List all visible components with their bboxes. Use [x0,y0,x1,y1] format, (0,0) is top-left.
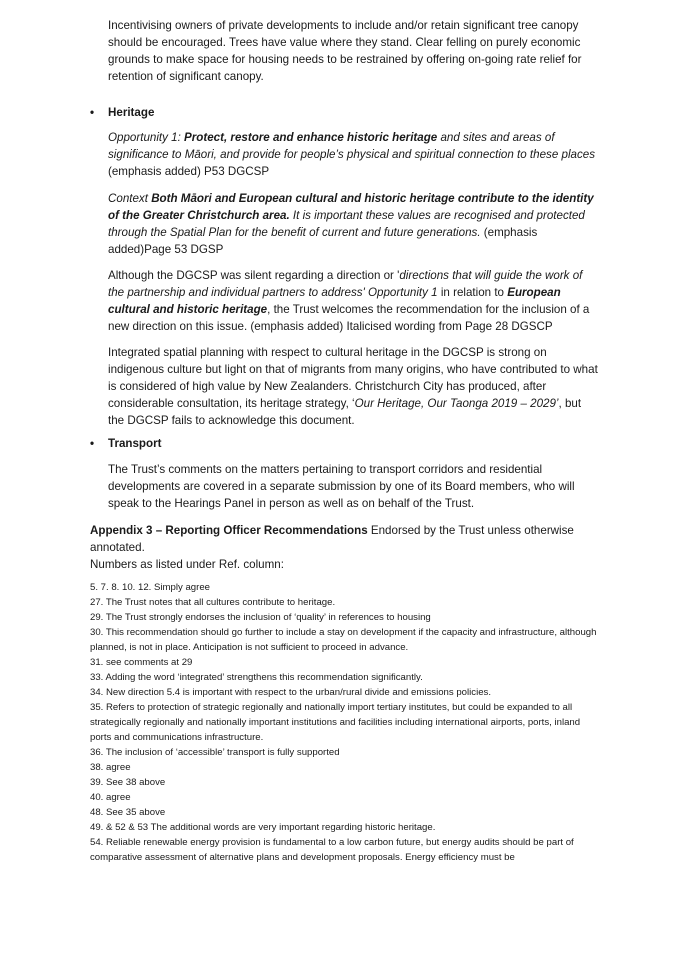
appendix-title: Appendix 3 – Reporting Officer Recommendations Endorsed by the Trust unless otherwise annotated. [90,524,574,554]
heritage-strategy-paragraph: Integrated spatial planning with respect to cultural heritage in the DGCSP is strong on indigenous culture but light on that of migrants from many origins, who have contributed to what is considered of high value by New Zealanders. Christchurch City has produced, after considerable consultation, its heritage strategy, ‘Our Heritage, Our Taonga 2019 – 2029’, but the DGCSP fails to acknowledge this document. [108,346,598,427]
list-item: 38. agree [90,762,131,773]
bullet-icon: • [90,106,95,119]
list-item: 54. Reliable renewable energy provision is fundamental to a low carbon future, but energy audits should be part of comparative assessment of alternative plans and development proposals. Energy efficiency must be [90,837,574,863]
list-item: 48. See 35 above [90,807,166,818]
heritage-opportunity-paragraph: Opportunity 1: Protect, restore and enhance historic heritage and sites and areas of significance to Māori, and provide for people’s physical and spiritual connection to these places (emphasis added) P53 DGCSP [108,131,596,178]
heritage-context-paragraph: Context Both Māori and European cultural and historic heritage contribute to the identity of the Greater Christchurch area. It is important these values are recognised and protected through the Spatial Plan for the benefit of current and future generations. (emphasis added)Page 53 DGSP [108,192,594,256]
intro-paragraph: Incentivising owners of private developments to include and/or retain significant tree canopy should be encouraged. Trees have value where they stand. Clear felling on purely economic grounds to make space for housing needs to be restrained by offering on-going rate relief for retention of significant canopy. [108,19,582,83]
heritage-direction-paragraph: Although the DGCSP was silent regarding a direction or 'directions that will guide the work of the partnership and individual partners to address' Opportunity 1 in relation to European cultural and historic heritage, the Trust welcomes the recommendation for the inclusion of a new direction on this issue. (emphasis added) Italicised wording from Page 28 DGSCP [108,269,590,333]
list-item: 30. This recommendation should go further to include a stay on development if the capacity and infrastructure, although planned, is not in place. Anticipation is not sufficient to proceed in advance. [90,627,597,653]
heritage-heading: • Heritage [90,106,155,119]
list-item: 49. & 52 & 53 The additional words are very important regarding historic heritage. [90,822,436,833]
list-item: 5. 7. 8. 10. 12. Simply agree [90,582,210,593]
recommendations-list [90,580,600,865]
transport-paragraph: The Trust’s comments on the matters pertaining to transport corridors and residential developments are covered in a separate submission by one of its Board members, who will speak to the Hearings Panel in person as well as on behalf of the Trust. [108,463,575,510]
list-item: 31. see comments at 29 [90,657,193,668]
appendix-numbers-note: Numbers as listed under Ref. column: [90,558,284,571]
list-item: 36. The inclusion of ‘accessible’ transport is fully supported [90,747,340,758]
list-item: 27. The Trust notes that all cultures contribute to heritage. [90,597,336,608]
list-item: 29. The Trust strongly endorses the inclusion of ‘quality’ in references to housing [90,612,431,623]
list-item: 39. See 38 above [90,777,166,788]
list-item: 34. New direction 5.4 is important with respect to the urban/rural divide and emissions policies. [90,687,492,698]
list-item: 35. Refers to protection of strategic regionally and nationally import tertiary institutes, but could be expanded to all strategically regionally and nationally important institutions and facilities including international airports, ports, inland ports and communications infrastructure. [90,702,581,743]
bullet-icon: • [90,437,95,450]
list-item: 33. Adding the word ‘integrated’ strengthens this recommendation significantly. [90,672,423,683]
list-item: 40. agree [90,792,131,803]
transport-heading: • Transport [90,437,162,450]
